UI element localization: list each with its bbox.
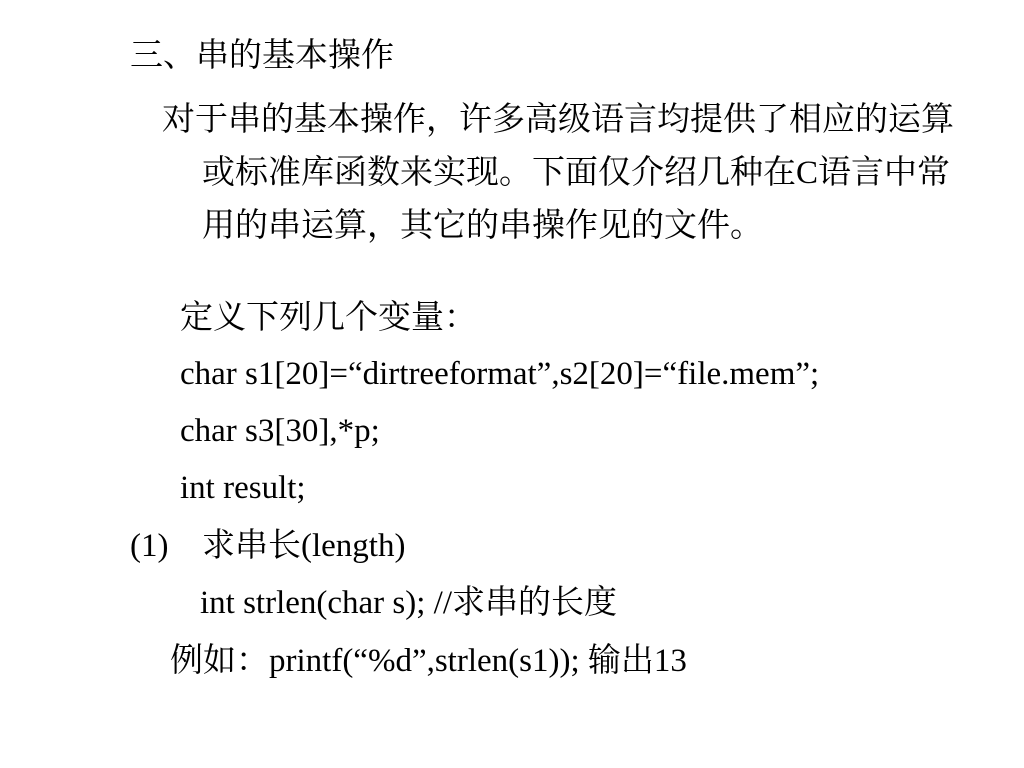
item-1-number: (1): [130, 528, 169, 564]
item-1-title: 求串长(length): [202, 528, 406, 564]
declaration-line-1: char s1[20]=“dirtreeformat”,s2[20]=“file.mem”;: [180, 356, 820, 392]
item-1-example: 例如：printf(“%d”,strlen(s1)); 输出13: [170, 643, 687, 679]
section-heading: 三、串的基本操作: [130, 38, 394, 74]
item-1-heading: [130, 526, 405, 566]
declaration-line-2: char s3[30],*p;: [180, 413, 380, 449]
declaration-line-3: int result;: [180, 470, 306, 506]
item-1-prototype: int strlen(char s); //求串的长度: [200, 585, 618, 621]
intro-paragraph: [162, 94, 962, 253]
intro-text: 对于串的基本操作，许多高级语言均提供了相应的运算或标准库函数来实现。下面仅介绍几种在C语言中常用的串运算，其它的串操作见的文件。: [162, 102, 954, 244]
define-label: 定义下列几个变量：: [180, 300, 477, 336]
